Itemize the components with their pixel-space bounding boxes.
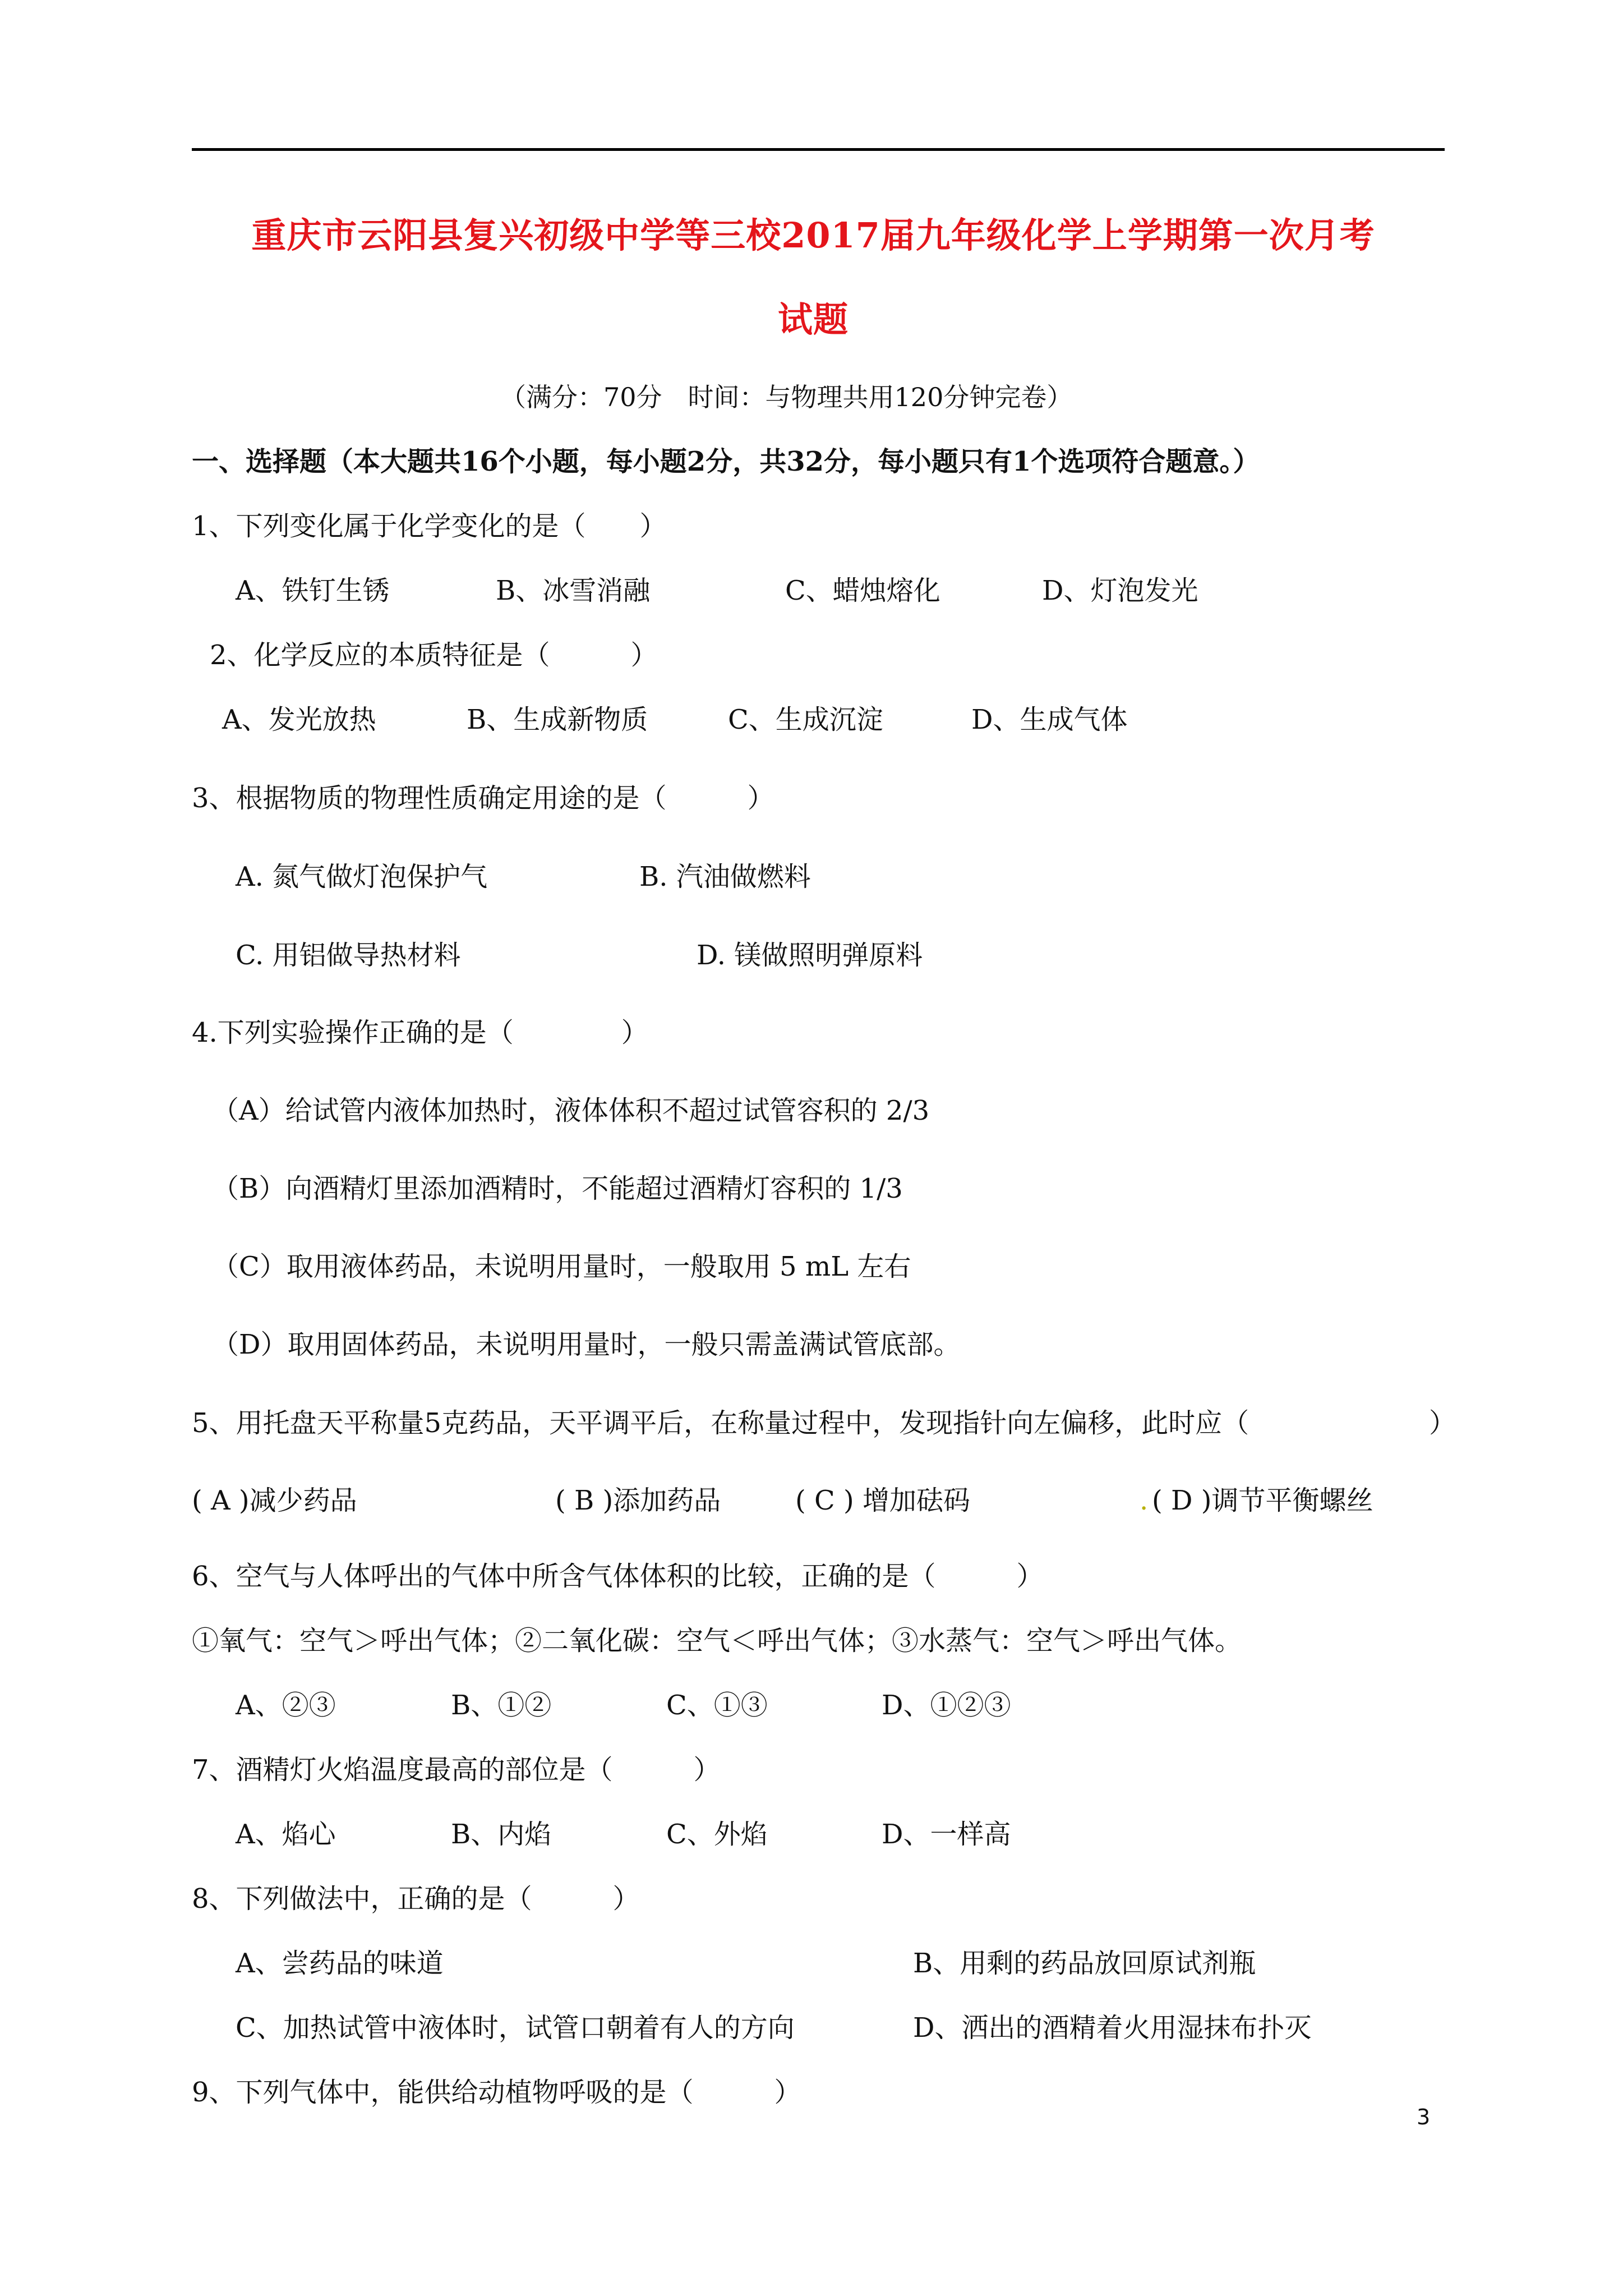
q6-option-c: C、①③ bbox=[666, 1690, 768, 1721]
q1-option-a: A、铁钉生锈 bbox=[236, 575, 390, 606]
q8-option-a: A、尝药品的味道 bbox=[236, 1948, 444, 1979]
question-2: 2、化学反应的本质特征是（ ） bbox=[210, 639, 658, 671]
question-5-bracket-end: ） bbox=[1429, 1407, 1456, 1439]
q5-option-d-dot: . bbox=[1140, 1485, 1149, 1516]
document-title-line1: 重庆市云阳县复兴初级中学等三校2017届九年级化学上学期第一次月考 bbox=[251, 215, 1375, 256]
q6-statements: ①氧气：空气＞呼出气体；②二氧化碳：空气＜呼出气体；③水蒸气：空气＞呼出气体。 bbox=[192, 1625, 1242, 1657]
header-rule bbox=[192, 148, 1445, 151]
q5-option-c: ( C ) 增加砝码 bbox=[795, 1485, 970, 1516]
q3-option-b: B. 汽油做燃料 bbox=[639, 861, 811, 892]
q7-option-a: A、焰心 bbox=[236, 1819, 336, 1850]
q2-option-d: D、生成气体 bbox=[971, 704, 1128, 735]
q3-option-d: D. 镁做照明弹原料 bbox=[697, 940, 923, 971]
exam-info: （满分：70分 时间：与物理共用120分钟完卷） bbox=[500, 382, 1073, 412]
question-1: 1、下列变化属于化学变化的是（ ） bbox=[192, 510, 667, 542]
document-title-line2: 试题 bbox=[777, 299, 849, 340]
question-4: 4.下列实验操作正确的是（ ） bbox=[192, 1017, 648, 1048]
q7-option-c: C、外焰 bbox=[666, 1819, 768, 1850]
q7-option-d: D、一样高 bbox=[882, 1819, 1011, 1850]
q8-option-b: B、用剩的药品放回原试剂瓶 bbox=[913, 1948, 1256, 1979]
q5-option-b: ( B )添加药品 bbox=[555, 1485, 721, 1516]
question-3: 3、根据物质的物理性质确定用途的是（ ） bbox=[192, 783, 774, 814]
question-8: 8、下列做法中，正确的是（ ） bbox=[192, 1883, 640, 1915]
question-6: 6、空气与人体呼出的气体中所含气体体积的比较，正确的是（ ） bbox=[192, 1561, 1044, 1592]
q2-option-a: A、发光放热 bbox=[222, 704, 376, 735]
q8-option-c: C、加热试管中液体时，试管口朝着有人的方向 bbox=[236, 2012, 795, 2044]
q1-option-d: D、灯泡发光 bbox=[1042, 575, 1198, 606]
page-number: 3 bbox=[1417, 2105, 1431, 2129]
q4-option-d: （D）取用固体药品，未说明用量时，一般只需盖满试管底部。 bbox=[212, 1329, 961, 1360]
q1-option-c: C、蜡烛熔化 bbox=[785, 575, 940, 606]
q8-option-d: D、洒出的酒精着火用湿抹布扑灭 bbox=[913, 2012, 1312, 2044]
q6-option-a: A、②③ bbox=[236, 1690, 336, 1721]
q1-option-b: B、冰雪消融 bbox=[496, 575, 651, 606]
question-5: 5、用托盘天平称量5克药品，天平调平后，在称量过程中，发现指针向左偏移，此时应（ bbox=[192, 1407, 1249, 1439]
q5-option-a: ( A )减少药品 bbox=[192, 1485, 357, 1516]
question-9: 9、下列气体中，能供给动植物呼吸的是（ ） bbox=[192, 2077, 801, 2108]
q7-option-b: B、内焰 bbox=[451, 1819, 552, 1850]
question-7: 7、酒精灯火焰温度最高的部位是（ ） bbox=[192, 1754, 721, 1786]
section-heading: 一、选择题（本大题共16个小题，每小题2分，共32分，每小题只有1个选项符合题意。） bbox=[192, 446, 1260, 477]
q6-option-b: B、①② bbox=[451, 1690, 552, 1721]
q4-option-b: （B）向酒精灯里添加酒精时，不能超过酒精灯容积的 1/3 bbox=[212, 1173, 903, 1204]
q4-option-a: （A）给试管内液体加热时，液体体积不超过试管容积的 2/3 bbox=[212, 1095, 930, 1126]
q6-option-d: D、①②③ bbox=[882, 1690, 1011, 1721]
q2-option-c: C、生成沉淀 bbox=[728, 704, 883, 735]
q2-option-b: B、生成新物质 bbox=[467, 704, 648, 735]
q3-option-c: C. 用铝做导热材料 bbox=[236, 940, 461, 971]
q3-option-a: A. 氮气做灯泡保护气 bbox=[236, 861, 488, 892]
q5-option-d: ( D )调节平衡螺丝 bbox=[1152, 1485, 1373, 1516]
q4-option-c: （C）取用液体药品，未说明用量时，一般取用 5 mL 左右 bbox=[212, 1251, 911, 1282]
